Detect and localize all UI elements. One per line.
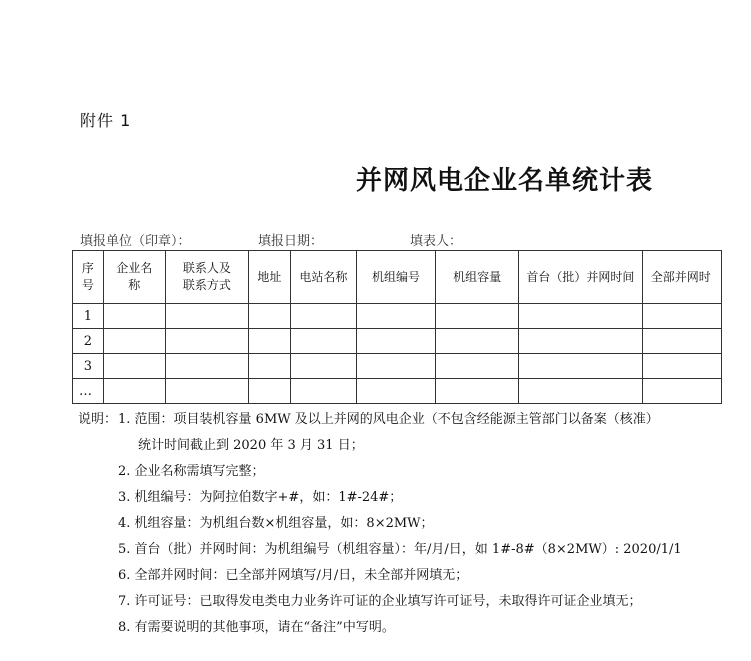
header-cell: 序号: [73, 251, 104, 304]
table-row: [73, 354, 722, 379]
note-4: 4. 机组容量：为机组台数×机组容量，如：8×2MW；: [118, 516, 434, 531]
statistics-table: [72, 250, 722, 404]
row-number: 1: [73, 304, 104, 329]
note-6: 6. 全部并网时间：已全部并网填写/月/日，未全部并网填无；: [118, 568, 469, 583]
note-1-continued: 统计时间截止到 2020 年 3 月 31 日；: [138, 438, 364, 453]
table-row: [73, 304, 722, 329]
header-cell: 机组容量: [436, 251, 519, 304]
note-3: 3. 机组编号：为阿拉伯数字+#，如：1#-24#；: [118, 490, 403, 505]
note-5: 5. 首台（批）并网时间：为机组编号（机组容量）：年/月/日，如 1#-8#（8×2MW）: 2020/1/1: [118, 542, 682, 557]
header-cell: 首台（批）并网时间: [519, 251, 643, 304]
header-cell: 全部并网时: [642, 251, 721, 304]
row-number: …: [73, 379, 104, 404]
row-number: 2: [73, 329, 104, 354]
note-1: 1. 范围：项目装机容量 6MW 及以上并网的风电企业（不包含经能源主管部门以备案（核准）: [118, 412, 659, 427]
table-row: [73, 329, 722, 354]
header-cell: 电站名称: [290, 251, 356, 304]
annex-label: 附件 1: [80, 111, 132, 130]
header-cell: 联系人及联系方式: [165, 251, 248, 304]
header-cell: 地址: [248, 251, 290, 304]
fill-date-label: 填报日期：: [258, 234, 324, 249]
note-7: 7. 许可证号：已取得发电类电力业务许可证的企业填写许可证号，未取得许可证企业填无；: [118, 594, 642, 609]
table-viewport: [0, 250, 722, 410]
notes-label: 说明：: [78, 412, 118, 427]
note-8: 8. 有需要说明的其他事项，请在“备注”中写明。: [118, 620, 395, 635]
note-2: 2. 企业名称需填写完整；: [118, 464, 265, 479]
table-row: [73, 379, 722, 404]
table-header-row: [73, 251, 722, 304]
page-title: 并网风电企业名单统计表: [356, 166, 654, 196]
row-number: 3: [73, 354, 104, 379]
fill-unit-label: 填报单位（印章）：: [80, 234, 191, 249]
fill-person-label: 填表人：: [410, 234, 463, 249]
header-cell: 机组编号: [356, 251, 435, 304]
header-cell: 企业名称: [103, 251, 165, 304]
